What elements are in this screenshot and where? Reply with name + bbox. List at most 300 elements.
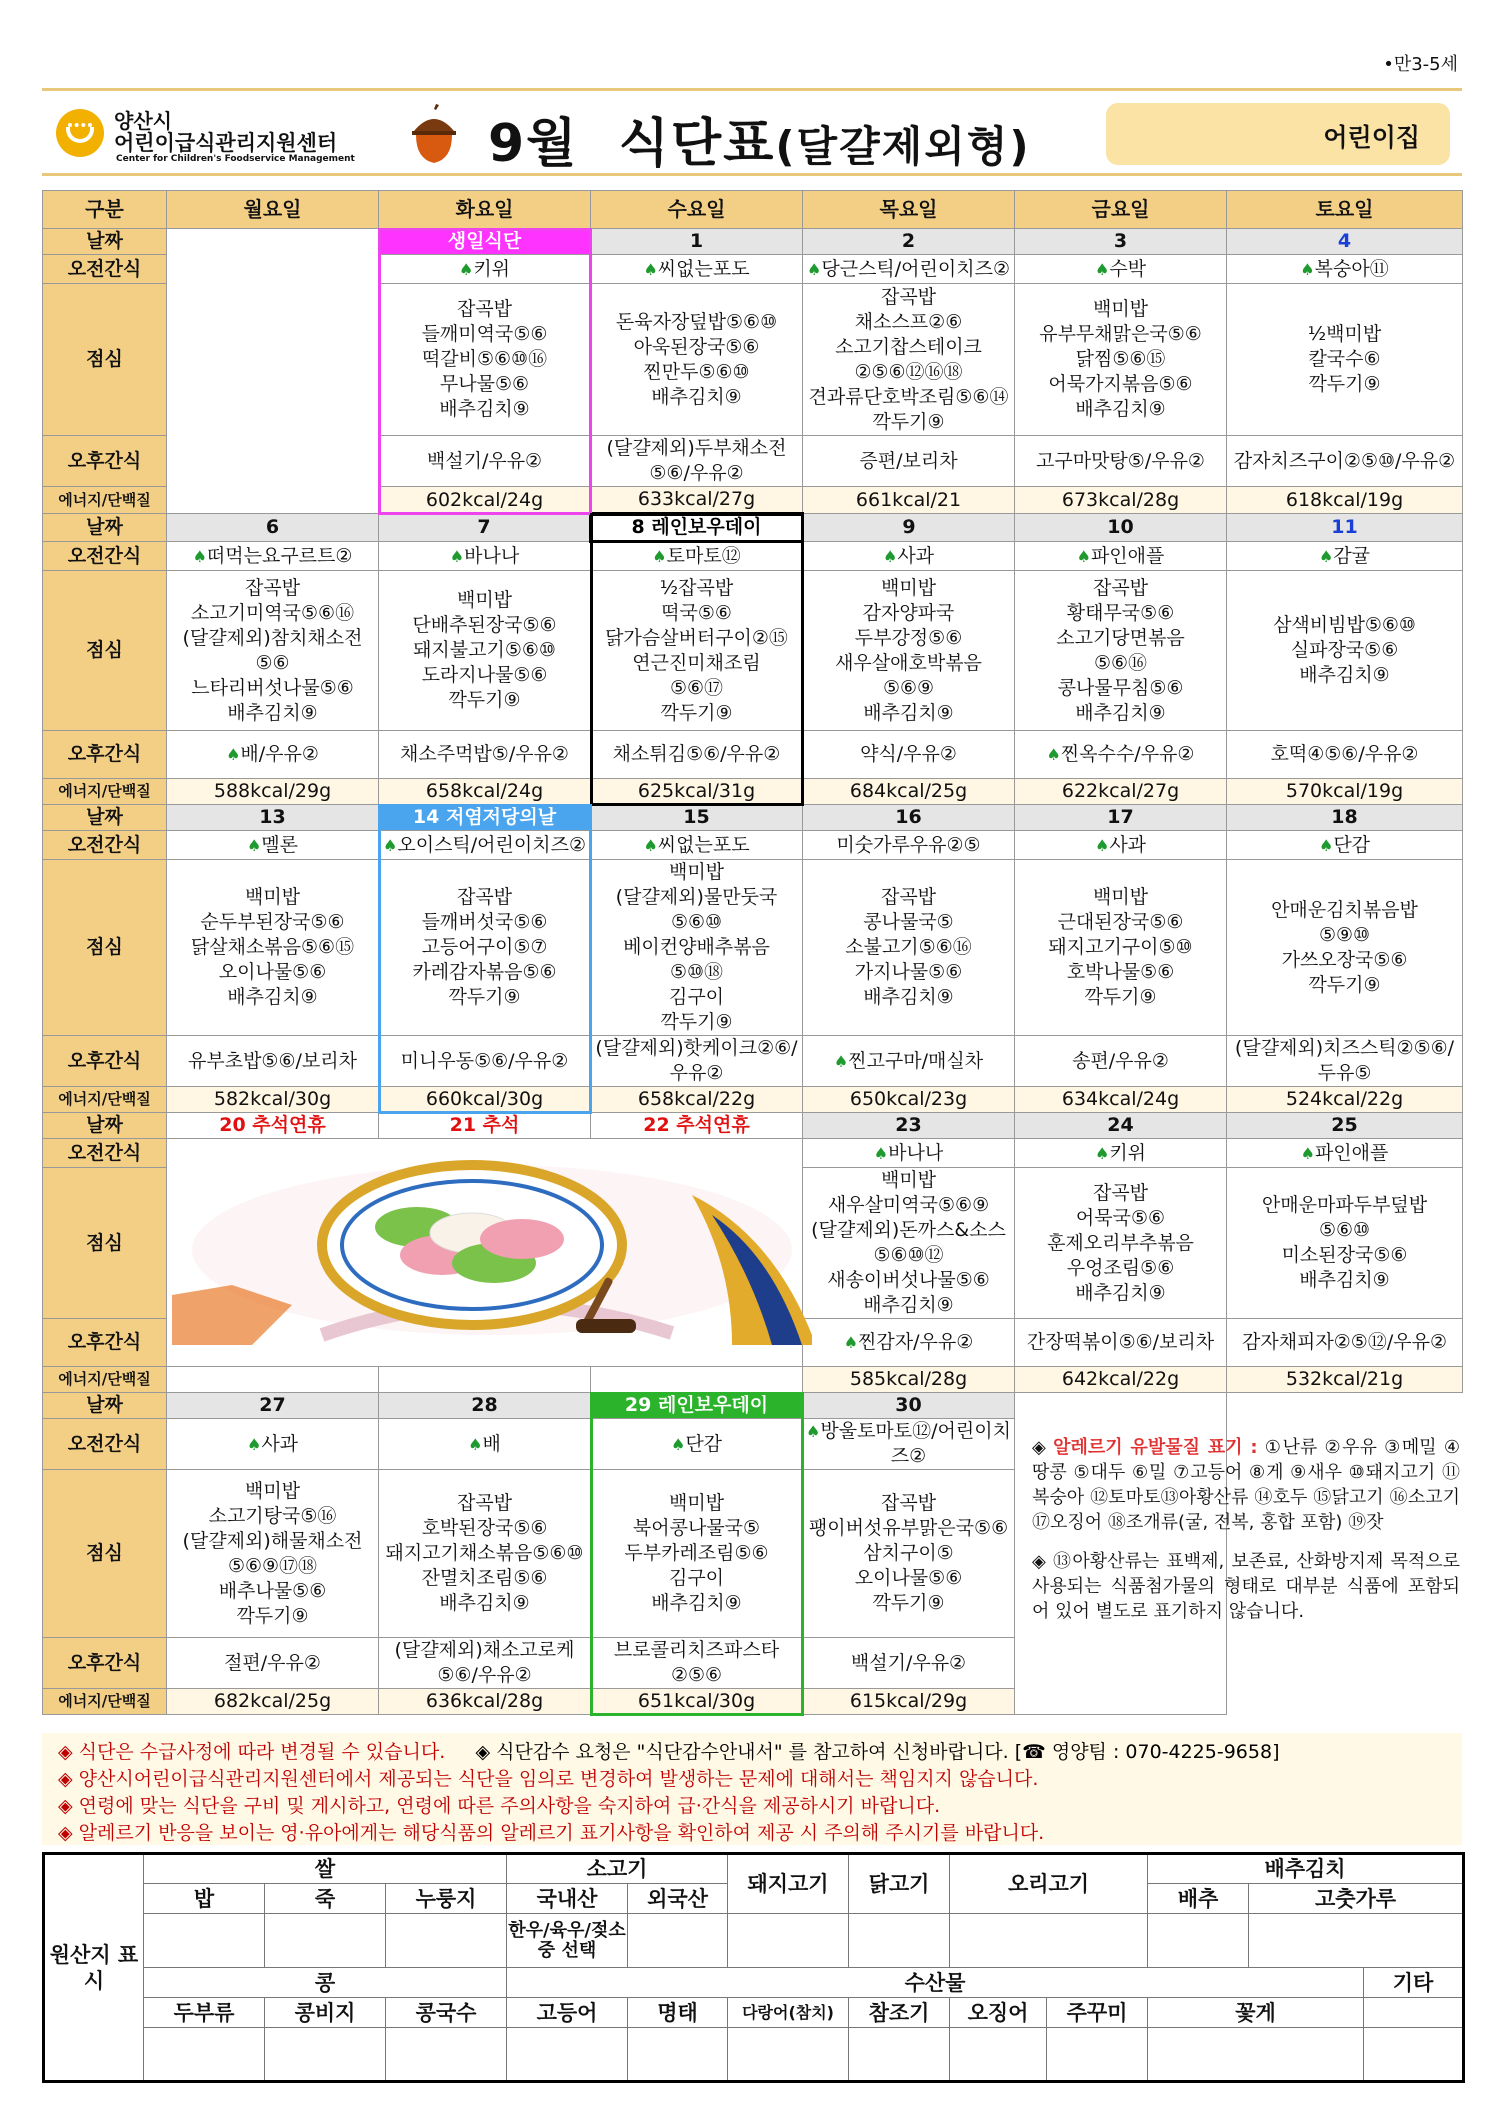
date-row <box>43 805 1463 831</box>
menu-item: 깍두기⑨ <box>660 1011 733 1033</box>
morning-snack <box>1015 831 1227 860</box>
snack-text: 씨없는포도 <box>657 833 750 856</box>
lunch-label: 점심 <box>43 1470 167 1638</box>
column-header: 월요일 <box>167 191 379 229</box>
snack-text: 채소튀김⑤⑥/우유② <box>612 743 781 765</box>
morning-snack <box>1015 1139 1227 1168</box>
energy-value: 585kcal/28g <box>803 1367 1015 1393</box>
audience-badge: 어린이집 <box>1106 103 1450 165</box>
energy-value: 602kcal/24g <box>379 487 591 514</box>
afternoon-snack <box>803 1036 1015 1087</box>
afternoon-label: 오후간식 <box>43 1638 167 1689</box>
spade-icon: ♠ <box>468 1434 483 1454</box>
acorn-icon <box>402 103 466 167</box>
date-cell: 29 레인보우데이 <box>591 1393 803 1419</box>
snack-text: 파인애플 <box>1314 1141 1389 1164</box>
menu-item: 들깨버섯국⑤⑥ <box>421 911 548 933</box>
date-cell: 4 <box>1227 229 1463 255</box>
menu-item: 연근진미채조림 <box>632 651 761 674</box>
menu-item: 깍두기⑨ <box>1084 986 1157 1008</box>
morning-snack <box>379 1419 591 1470</box>
lunch-menu <box>1227 571 1463 731</box>
menu-item: 견과류단호박조림⑤⑥⑭ <box>808 385 1009 408</box>
menu-item: ⑤⑥⑩⑫ <box>873 1244 944 1266</box>
spade-icon: ♠ <box>670 1434 686 1454</box>
org-name-english: Center for Children's Foodservice Management <box>116 154 355 164</box>
lunch-label: 점심 <box>43 860 167 1036</box>
spade-icon: ♠ <box>807 259 822 279</box>
energy-row <box>43 779 1463 805</box>
snack-text: 절편/우유② <box>224 1651 321 1674</box>
snack-text: 채소주먹밥⑤/우유② <box>400 743 569 765</box>
menu-item: 돼지고기구이⑤⑩ <box>1048 936 1193 958</box>
snack-text: 수박 <box>1109 257 1147 280</box>
menu-item: 잡곡밥 <box>456 298 513 320</box>
lunch-menu <box>379 860 591 1036</box>
date-row <box>43 1113 1463 1139</box>
lunch-menu <box>1227 860 1463 1036</box>
morning-snack <box>591 255 803 284</box>
date-cell: 생일식단 <box>379 229 591 255</box>
menu-item: 고등어구이⑤⑦ <box>421 936 548 958</box>
menu-item: 배추김치⑨ <box>227 701 318 724</box>
snack-text: 씨없는포도 <box>657 257 750 280</box>
lunch-menu <box>591 284 803 436</box>
energy-value: 660kcal/30g <box>379 1087 591 1113</box>
date-row <box>43 514 1463 542</box>
energy-value: 682kcal/25g <box>167 1689 379 1715</box>
snack-text: 고구마맛탕⑤/우유② <box>1036 449 1205 472</box>
menu-item: 백미밥 <box>1092 886 1149 908</box>
menu-item: (달걀제외)물만둣국 <box>615 886 778 908</box>
morning-label: 오전간식 <box>43 831 167 860</box>
lunch-menu <box>1227 1168 1463 1319</box>
snack-text: 간장떡볶이⑤⑥/보리차 <box>1026 1331 1215 1353</box>
energy-label: 에너지/단백질 <box>43 1689 167 1715</box>
afternoon-label: 오후간식 <box>43 436 167 487</box>
spade-icon: ♠ <box>246 835 262 855</box>
energy-value: 625kcal/31g <box>591 779 803 805</box>
date-cell: 8 레인보우데이 <box>591 514 803 542</box>
menu-item: 깍두기⑨ <box>236 1604 309 1627</box>
date-cell: 13 <box>167 805 379 831</box>
menu-item: ½백미밥 <box>1307 323 1382 345</box>
morning-snack <box>803 255 1015 284</box>
morning-snack <box>1015 255 1227 284</box>
morning-snack <box>591 542 803 571</box>
menu-item: 깍두기⑨ <box>872 410 945 433</box>
menu-item: 오이나물⑤⑥ <box>854 1567 963 1589</box>
menu-item: 근대된장국⑤⑥ <box>1057 911 1184 933</box>
morning-snack <box>1227 831 1463 860</box>
snack-text: 브로콜리치즈파스타②⑤⑥ <box>613 1639 780 1686</box>
menu-item: 배추나물⑤⑥ <box>218 1579 327 1602</box>
menu-item: 무나물⑤⑥ <box>439 373 530 395</box>
afternoon-snack <box>591 731 803 779</box>
menu-item: 칼국수⑥ <box>1308 348 1381 370</box>
snack-text: 오이스틱/어린이치즈② <box>397 833 586 856</box>
menu-item: 닭살채소볶음⑤⑥⑮ <box>190 936 355 958</box>
menu-item: ⑤⑥ <box>255 651 290 674</box>
chuseok-illustration <box>172 1155 812 1345</box>
menu-item: 들깨미역국⑤⑥ <box>421 323 548 345</box>
day-header-row <box>43 191 1463 229</box>
column-header: 금요일 <box>1015 191 1227 229</box>
date-cell: 7 <box>379 514 591 542</box>
energy-value: 618kcal/19g <box>1227 487 1463 514</box>
afternoon-snack <box>1227 1319 1463 1367</box>
spade-icon: ♠ <box>1318 835 1334 855</box>
menu-item: 콩나물국⑤ <box>863 911 954 933</box>
snack-text: 키위 <box>473 257 511 280</box>
menu-item: 가쓰오장국⑤⑥ <box>1281 948 1408 971</box>
menu-item: 잔멸치조림⑤⑥ <box>421 1567 548 1589</box>
menu-item: 백미밥 <box>244 1479 301 1502</box>
lunch-menu <box>1015 284 1227 436</box>
org-name: 어린이급식관리지원센터 <box>114 131 338 155</box>
menu-item: 김구이 <box>668 986 725 1008</box>
menu-item: ½잡곡밥 <box>659 576 734 599</box>
menu-item: 백미밥 <box>668 1492 725 1514</box>
energy-value <box>591 1367 803 1393</box>
menu-item: 베이컨양배추볶음 <box>623 936 770 958</box>
origin-label: 원산지 표시 <box>44 1854 144 2082</box>
menu-item: 배추김치⑨ <box>227 986 318 1008</box>
date-row <box>43 1393 1463 1419</box>
date-label: 날짜 <box>43 1113 167 1139</box>
date-cell: 6 <box>167 514 379 542</box>
date-cell: 16 <box>803 805 1015 831</box>
afternoon-snack <box>167 731 379 779</box>
morning-label: 오전간식 <box>43 542 167 571</box>
menu-item: 삼색비빔밥⑤⑥⑩ <box>1273 614 1416 636</box>
smile-logo-icon <box>56 109 104 157</box>
menu-item: 잡곡밥 <box>1092 576 1149 599</box>
menu-item: 콩나물무침⑤⑥ <box>1057 676 1184 699</box>
menu-item: 돈육자장덮밥⑤⑥⑩ <box>615 310 778 333</box>
menu-item: 소고기찹스테이크 <box>835 335 982 358</box>
menu-item: 깍두기⑨ <box>872 1592 945 1614</box>
energy-label: 에너지/단백질 <box>43 1367 167 1393</box>
lunch-menu <box>379 571 591 731</box>
menu-item: 백미밥 <box>1092 298 1149 320</box>
lunch-menu <box>803 571 1015 731</box>
lunch-menu <box>591 1470 803 1638</box>
energy-value: 524kcal/22g <box>1227 1087 1463 1113</box>
morning-label: 오전간식 <box>43 255 167 284</box>
menu-item: 소고기당면볶음 <box>1056 626 1185 649</box>
lunch-menu <box>1227 284 1463 436</box>
energy-value: 622kcal/27g <box>1015 779 1227 805</box>
column-header: 화요일 <box>379 191 591 229</box>
snack-text: 미니우동⑤⑥/우유② <box>400 1049 569 1072</box>
date-cell: 15 <box>591 805 803 831</box>
menu-item: ⑤⑥⑩ <box>670 911 723 933</box>
energy-label: 에너지/단백질 <box>43 1087 167 1113</box>
org-name-city: 양산시 <box>114 109 172 133</box>
menu-item: 떡갈비⑤⑥⑩⑯ <box>421 348 548 370</box>
morning-snack <box>1227 542 1463 571</box>
spade-icon: ♠ <box>1076 546 1091 566</box>
snack-text: 찐감자/우유② <box>858 1331 974 1353</box>
spade-icon: ♠ <box>1318 546 1334 566</box>
energy-label: 에너지/단백질 <box>43 487 167 514</box>
afternoon-snack <box>803 1319 1015 1367</box>
menu-item: 감자양파국 <box>862 601 955 624</box>
afternoon-label: 오후간식 <box>43 1319 167 1367</box>
morning-snack <box>167 831 379 860</box>
morning-snack <box>1227 255 1463 284</box>
spade-icon: ♠ <box>1046 745 1061 764</box>
afternoon-snack <box>1015 731 1227 779</box>
lunch-menu <box>803 1168 1015 1319</box>
snack-text: 호떡④⑤⑥/우유② <box>1270 743 1419 765</box>
spade-icon: ♠ <box>833 1051 849 1071</box>
morning-row <box>43 831 1463 860</box>
menu-item: 깍두기⑨ <box>1308 373 1381 395</box>
morning-snack <box>591 831 803 860</box>
menu-item: 닭찜⑤⑥⑮ <box>1075 348 1166 370</box>
afternoon-snack <box>1015 1319 1227 1367</box>
date-label: 날짜 <box>43 1393 167 1419</box>
afternoon-snack <box>379 1036 591 1087</box>
menu-item: 백미밥 <box>880 1169 937 1191</box>
menu-item: ⑤⑥⑨⑰⑱ <box>227 1554 318 1577</box>
lunch-menu <box>1015 860 1227 1036</box>
energy-value: 658kcal/22g <box>591 1087 803 1113</box>
morning-row <box>43 542 1463 571</box>
spade-icon: ♠ <box>643 259 658 279</box>
lunch-menu <box>167 571 379 731</box>
afternoon-snack <box>1015 1036 1227 1087</box>
menu-item: 백미밥 <box>244 886 301 908</box>
age-range: •만3-5세 <box>1383 54 1458 75</box>
energy-value <box>167 1367 379 1393</box>
energy-value: 658kcal/24g <box>379 779 591 805</box>
spade-icon: ♠ <box>843 1333 859 1352</box>
snack-text: 당근스틱/어린이치즈② <box>821 257 1010 280</box>
menu-item: 배추김치⑨ <box>439 1592 530 1614</box>
menu-item: ⑤⑥⑨ <box>882 676 935 699</box>
spade-icon: ♠ <box>246 1434 262 1454</box>
date-row <box>43 229 1463 255</box>
snack-text: 사과 <box>261 1432 299 1455</box>
energy-value: 532kcal/21g <box>1227 1367 1463 1393</box>
spade-icon: ♠ <box>1300 259 1315 279</box>
afternoon-label: 오후간식 <box>43 731 167 779</box>
spade-icon: ♠ <box>192 546 207 566</box>
menu-item: 새우살미역국⑤⑥⑨ <box>827 1194 990 1216</box>
snack-text: 단감 <box>1333 833 1371 856</box>
menu-item: 새송이버섯나물⑤⑥ <box>827 1269 990 1291</box>
menu-item: 잡곡밥 <box>880 285 937 308</box>
snack-text: 증편/보리차 <box>859 449 958 472</box>
energy-value: 633kcal/27g <box>591 487 803 514</box>
spade-icon: ♠ <box>226 745 241 764</box>
date-label: 날짜 <box>43 514 167 542</box>
menu-item: ⑤⑨⑩ <box>1318 923 1371 946</box>
menu-item: 깍두기⑨ <box>448 986 521 1008</box>
energy-value: 673kcal/28g <box>1015 487 1227 514</box>
energy-value: 661kcal/21 <box>803 487 1015 514</box>
menu-item: 안매운마파두부덮밥 <box>1261 1194 1428 1216</box>
afternoon-snack <box>167 1638 379 1689</box>
menu-item: 채소스프②⑥ <box>854 310 963 333</box>
date-cell: 27 <box>167 1393 379 1419</box>
snack-text: 사과 <box>1109 833 1147 856</box>
date-cell: 21 추석 <box>379 1113 591 1139</box>
morning-snack <box>803 1139 1015 1168</box>
date-cell: 9 <box>803 514 1015 542</box>
menu-item: 잡곡밥 <box>880 886 937 908</box>
snack-text: (달걀제외)치즈스틱②⑤⑥/두유⑤ <box>1234 1037 1455 1084</box>
menu-item: 배추김치⑨ <box>1075 701 1166 724</box>
menu-item: 잡곡밥 <box>1092 1181 1149 1204</box>
morning-snack <box>1015 542 1227 571</box>
snack-text: 백설기/우유② <box>850 1651 967 1674</box>
afternoon-snack <box>379 436 591 487</box>
menu-item: 돼지고기채소볶음⑤⑥⑩ <box>385 1542 584 1564</box>
snack-text: 파인애플 <box>1090 544 1165 567</box>
energy-value: 634kcal/24g <box>1015 1087 1227 1113</box>
morning-snack <box>167 542 379 571</box>
date-cell: 30 <box>803 1393 1015 1419</box>
menu-item: 돼지불고기⑤⑥⑩ <box>413 639 556 661</box>
energy-value: 684kcal/25g <box>803 779 1015 805</box>
morning-snack <box>591 1419 803 1470</box>
lunch-menu <box>167 1470 379 1638</box>
energy-value: 582kcal/30g <box>167 1087 379 1113</box>
menu-item: 두부카레조림⑤⑥ <box>624 1542 769 1564</box>
menu-item: ②⑤⑥⑫⑯⑱ <box>854 360 963 383</box>
lunch-menu <box>1015 1168 1227 1319</box>
menu-item: ⑤⑥⑰ <box>669 676 724 699</box>
date-cell: 28 <box>379 1393 591 1419</box>
menu-item: 아욱된장국⑤⑥ <box>633 335 760 358</box>
afternoon-snack <box>167 1036 379 1087</box>
menu-item: 황태무국⑤⑥ <box>1066 601 1175 624</box>
spade-icon: ♠ <box>873 1143 889 1163</box>
morning-snack <box>803 1419 1015 1470</box>
menu-item: 북어콩나물국⑤ <box>632 1517 761 1539</box>
date-cell: 25 <box>1227 1113 1463 1139</box>
spade-icon: ♠ <box>882 546 898 566</box>
snack-text: 떠먹는요구르트② <box>206 544 353 567</box>
morning-snack <box>379 542 591 571</box>
menu-item: 소고기미역국⑤⑥⑯ <box>190 601 355 624</box>
morning-snack <box>803 542 1015 571</box>
afternoon-row <box>43 1036 1463 1087</box>
lunch-row <box>43 571 1463 731</box>
date-cell: 3 <box>1015 229 1227 255</box>
energy-value: 570kcal/19g <box>1227 779 1463 805</box>
menu-item: 떡국⑤⑥ <box>661 601 732 624</box>
date-cell: 17 <box>1015 805 1227 831</box>
morning-snack <box>167 1419 379 1470</box>
snack-text: 미숫가루우유②⑤ <box>836 833 981 856</box>
snack-text: 감자채피자②⑤⑫/우유② <box>1242 1331 1447 1353</box>
menu-item: 깍두기⑨ <box>448 689 521 711</box>
menu-item: 두부강정⑤⑥ <box>854 626 963 649</box>
snack-text: 방울토마토⑫/어린이치즈② <box>820 1420 1011 1467</box>
energy-row <box>43 1087 1463 1113</box>
column-header: 목요일 <box>803 191 1015 229</box>
snack-text: 바나나 <box>888 1141 944 1164</box>
menu-item: 배추김치⑨ <box>651 1592 742 1614</box>
snack-text: 유부초밥⑤⑥/보리차 <box>188 1049 357 1072</box>
date-cell: 24 <box>1015 1113 1227 1139</box>
menu-item: ⑤⑩⑱ <box>669 961 724 983</box>
menu-item: 잡곡밥 <box>456 886 513 908</box>
lunch-menu <box>591 860 803 1036</box>
menu-item: 호박나물⑤⑥ <box>1066 961 1175 983</box>
afternoon-snack <box>1227 1036 1463 1087</box>
date-cell: 23 <box>803 1113 1015 1139</box>
snack-text: 바나나 <box>464 544 520 567</box>
snack-text: 사과 <box>897 544 935 567</box>
menu-item: 유부무채맑은국⑤⑥ <box>1039 323 1202 345</box>
energy-value: 636kcal/28g <box>379 1689 591 1715</box>
energy-value <box>379 1367 591 1393</box>
menu-item: 잡곡밥 <box>244 576 301 599</box>
lunch-menu <box>379 1470 591 1638</box>
menu-item: 삼치구이⑤ <box>863 1542 954 1564</box>
menu-item: 실파장국⑤⑥ <box>1290 639 1399 661</box>
menu-item: 닭가슴살버터구이②⑮ <box>605 626 788 649</box>
afternoon-snack <box>591 436 803 487</box>
menu-item: (달걀제외)돈까스&소스 <box>811 1219 1006 1241</box>
lunch-menu <box>591 571 803 731</box>
empty-cell <box>167 229 379 514</box>
lunch-label: 점심 <box>43 1168 167 1319</box>
morning-label: 오전간식 <box>43 1139 167 1168</box>
menu-item: 순두부된장국⑤⑥ <box>200 911 345 933</box>
energy-value: 651kcal/30g <box>591 1689 803 1715</box>
menu-item: 배추김치⑨ <box>863 701 954 724</box>
menu-item: 호박된장국⑤⑥ <box>421 1517 548 1539</box>
menu-item: 백미밥 <box>880 576 937 599</box>
menu-item: 깍두기⑨ <box>1308 973 1381 996</box>
menu-item: 잡곡밥 <box>456 1492 513 1514</box>
afternoon-row <box>43 731 1463 779</box>
energy-row <box>43 1689 1463 1715</box>
menu-item: 잡곡밥 <box>880 1492 937 1514</box>
lunch-menu <box>167 860 379 1036</box>
menu-item: 새우살애호박볶음 <box>835 651 982 674</box>
menu-item: 배추김치⑨ <box>863 986 954 1008</box>
menu-item: 백미밥 <box>456 589 513 611</box>
date-cell: 20 추석연휴 <box>167 1113 379 1139</box>
spade-icon: ♠ <box>383 835 398 855</box>
spade-icon: ♠ <box>806 1422 821 1441</box>
afternoon-snack <box>803 436 1015 487</box>
menu-item: 배추김치⑨ <box>863 1294 954 1316</box>
menu-item: 가지나물⑤⑥ <box>854 961 963 983</box>
snack-text: 복숭아⑪ <box>1314 257 1389 280</box>
lunch-menu <box>379 284 591 436</box>
snack-text: 백설기/우유② <box>426 449 543 472</box>
snack-text: 토마토⑫ <box>666 545 741 567</box>
menu-item: 배추김치⑨ <box>1299 664 1390 686</box>
header <box>42 88 1462 176</box>
afternoon-snack <box>379 731 591 779</box>
lunch-row <box>43 860 1463 1036</box>
menu-item: 단배추된장국⑤⑥ <box>412 614 557 636</box>
morning-label: 오전간식 <box>43 1419 167 1470</box>
allergy-legend: ◈ 알레르기 유발물질 표기 : ①난류 ②우유 ③메밀 ④땅콩 ⑤대두 ⑥밀 ⑦고등어 ⑧게 ⑨새우 ⑩돼지고기 ⑪복숭아 ⑫토마토⑬아황산류 ⑭호두 ⑮닭고기 ⑯소고기 ⑰오징어 ⑱조개류(굴, 전복, 홍합 포함) ⑲잣 ◈ ⑬아황산류는 표백제, 보존료, 산화방지제 목적으로 사용되는 식품첨가물의 형태로 대부분 식품에 포함되어 있어 별도로 표기하지 않습니다. <box>1032 1437 1460 1622</box>
menu-item: 깍두기⑨ <box>660 701 733 724</box>
snack-text: 찐옥수수/우유② <box>1060 743 1195 765</box>
